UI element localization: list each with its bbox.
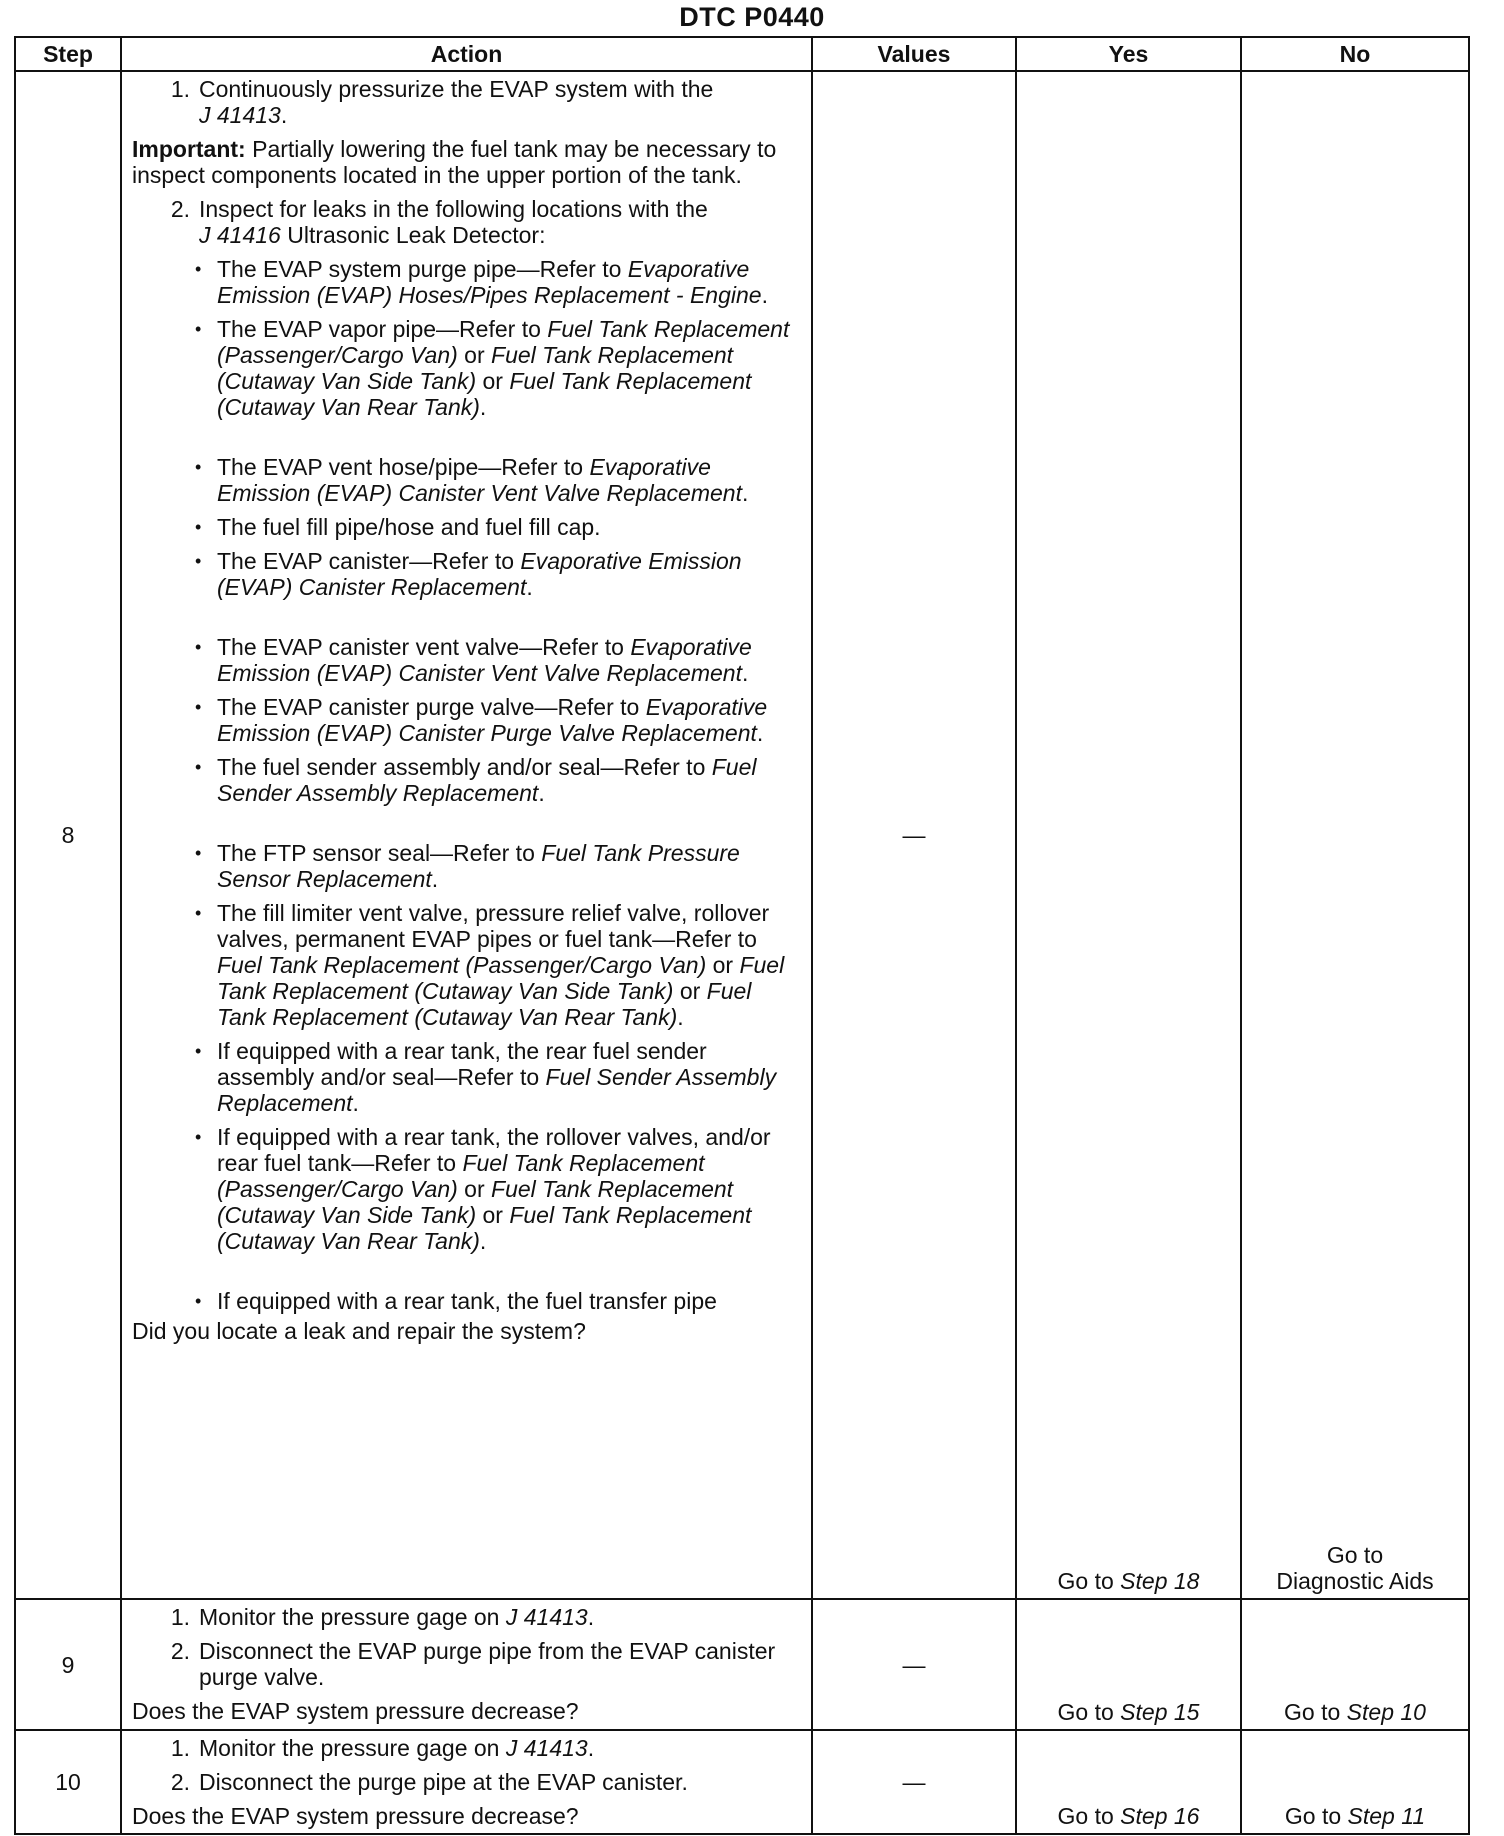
bullet-item: • The fuel sender assembly and/or seal—Refer to Fuel Sender Assembly Replacement. — [195, 754, 757, 806]
bullet-item: • The EVAP vapor pipe—Refer to Fuel Tank Replacement (Passenger/Cargo Van) or Fuel Tank Replacement (Cutaway Van Side Tank) or Fuel Tank Replacement (Cutaway Van Rear Tank). — [195, 316, 790, 420]
table-row-step-9 — [15, 1599, 1469, 1730]
reference-link: Fuel Sender Assembly Replacement — [217, 754, 757, 806]
bullet-item: • The EVAP vent hose/pipe—Refer to Evaporative Emission (EVAP) Canister Vent Valve Replacement. — [195, 454, 749, 506]
step-number: 9 — [15, 1599, 121, 1730]
action-item: 2. Disconnect the EVAP purge pipe from the EVAP canister purge valve. — [170, 1638, 776, 1690]
action-item: 1. Monitor the pressure gage on J 41413. — [170, 1604, 595, 1630]
bullet-item: • The EVAP canister—Refer to Evaporative Emission (EVAP) Canister Replacement. — [195, 548, 742, 600]
reference-link: Fuel Tank Replacement (Cutaway Van Side Tank) — [217, 342, 734, 394]
reference-link: Evaporative Emission (EVAP) Canister Replacement — [217, 548, 742, 600]
bullet-item: • The fill limiter vent valve, pressure relief valve, rollover valves, permanent EVAP pipes or fuel tank—Refer to Fuel Tank Replacement (Passenger/Cargo Van) or Fuel Tank Replacement (Cutaway Van Side Tank) or Fuel Tank Replacement (Cutaway Van Rear Tank). — [195, 900, 785, 1030]
no-cell: Go to Step 11 — [1241, 1730, 1469, 1834]
reference-link: Fuel Tank Replacement (Passenger/Cargo Van) — [217, 316, 790, 368]
action-cell — [121, 71, 812, 1599]
reference-link: Fuel Tank Pressure Sensor Replacement — [217, 840, 740, 892]
step-link: Step 10 — [1346, 1699, 1426, 1725]
tool-ref: J 41413 — [199, 102, 281, 128]
tool-ref: J 41416 — [199, 222, 281, 248]
header-step: Step — [15, 37, 121, 71]
step-number: 10 — [15, 1730, 121, 1834]
action-item: 2. Inspect for leaks in the following locations with the J 41416 Ultrasonic Leak Detector: — [170, 196, 708, 248]
important-note: Important: Partially lowering the fuel tank may be necessary to inspect components located in the upper portion of the tank. — [132, 136, 777, 188]
values-cell: — — [812, 1730, 1016, 1834]
table-row-step-10 — [15, 1730, 1469, 1834]
reference-link: Fuel Tank Replacement (Cutaway Van Rear Tank) — [217, 368, 752, 420]
action-item: 1. Monitor the pressure gage on J 41413. — [170, 1735, 595, 1761]
step-link: Step 15 — [1120, 1699, 1200, 1725]
question: Did you locate a leak and repair the system? — [132, 1318, 586, 1344]
yes-cell: Go to Step 15 — [1016, 1599, 1241, 1730]
step-link: Step 11 — [1347, 1803, 1426, 1829]
action-item: 2. Disconnect the purge pipe at the EVAP canister. — [170, 1769, 688, 1795]
reference-link: Fuel Tank Replacement (Cutaway Van Side Tank) — [217, 1176, 734, 1228]
reference-link: Fuel Tank Replacement (Cutaway Van Side Tank) — [217, 952, 785, 1004]
header-no: No — [1241, 37, 1469, 71]
bullet-item: • The FTP sensor seal—Refer to Fuel Tank Pressure Sensor Replacement. — [195, 840, 740, 892]
yes-cell: Go to Step 18 — [1016, 71, 1241, 1599]
reference-link: Fuel Tank Replacement (Passenger/Cargo Van) — [217, 952, 707, 978]
bullet-item: • The EVAP canister vent valve—Refer to Evaporative Emission (EVAP) Canister Vent Valve Replacement. — [195, 634, 752, 686]
header-action: Action — [121, 37, 812, 71]
no-cell: Go to Step 10 — [1241, 1599, 1469, 1730]
bullet-item: • The EVAP system purge pipe—Refer to Evaporative Emission (EVAP) Hoses/Pipes Replacement - Engine. — [195, 256, 768, 308]
reference-link: Evaporative Emission (EVAP) Canister Purge Valve Replacement — [217, 694, 768, 746]
tool-ref: J 41413 — [505, 1735, 588, 1761]
step-number: 8 — [15, 71, 121, 1599]
yes-cell: Go to Step 16 — [1016, 1730, 1241, 1834]
reference-link: Fuel Tank Replacement (Cutaway Van Rear Tank) — [217, 978, 752, 1030]
bullet-item: • If equipped with a rear tank, the rear fuel sender assembly and/or seal—Refer to Fuel Sender Assembly Replacement. — [195, 1038, 777, 1116]
reference-link: Evaporative Emission (EVAP) Canister Vent Valve Replacement — [217, 634, 752, 686]
reference-link: Fuel Sender Assembly Replacement — [217, 1064, 777, 1116]
action-item: 1. Continuously pressurize the EVAP system with the J 41413. — [170, 76, 714, 128]
header-yes: Yes — [1016, 37, 1241, 71]
diagnostic-table — [14, 36, 1470, 1835]
reference-link: Fuel Tank Replacement (Passenger/Cargo Van) — [217, 1150, 705, 1202]
step-link: Step 18 — [1120, 1568, 1200, 1594]
header-row — [15, 37, 1469, 71]
reference-link: Fuel Tank Replacement (Cutaway Van Rear Tank) — [217, 1202, 752, 1254]
page-title: DTC P0440 — [679, 2, 825, 32]
bullet-item: • If equipped with a rear tank, the fuel transfer pipe — [195, 1288, 717, 1314]
bullet-item: • If equipped with a rear tank, the rollover valves, and/or rear fuel tank—Refer to Fuel Tank Replacement (Passenger/Cargo Van) or Fuel Tank Replacement (Cutaway Van Side Tank) or Fuel Tank Replacement (Cutaway Van Rear Tank). — [195, 1124, 771, 1254]
action-cell — [121, 1599, 812, 1730]
question: Does the EVAP system pressure decrease? — [132, 1803, 579, 1829]
question: Does the EVAP system pressure decrease? — [132, 1698, 579, 1724]
header-values: Values — [812, 37, 1016, 71]
action-cell — [121, 1730, 812, 1834]
step-link: Step 16 — [1120, 1803, 1200, 1829]
reference-link: Evaporative Emission (EVAP) Canister Vent Valve Replacement — [217, 454, 742, 506]
bullet-item: • The fuel fill pipe/hose and fuel fill cap. — [195, 514, 601, 540]
reference-link: Evaporative Emission (EVAP) Hoses/Pipes Replacement - Engine — [217, 256, 762, 308]
tool-ref: J 41413 — [505, 1604, 588, 1630]
no-cell: Go to Diagnostic Aids — [1241, 71, 1469, 1599]
reference-link: Diagnostic Aids — [1276, 1568, 1434, 1594]
values-cell: — — [812, 1599, 1016, 1730]
values-cell: — — [812, 71, 1016, 1599]
bullet-item: • The EVAP canister purge valve—Refer to Evaporative Emission (EVAP) Canister Purge Valve Replacement. — [195, 694, 768, 746]
table-row-step-8 — [15, 71, 1469, 1599]
